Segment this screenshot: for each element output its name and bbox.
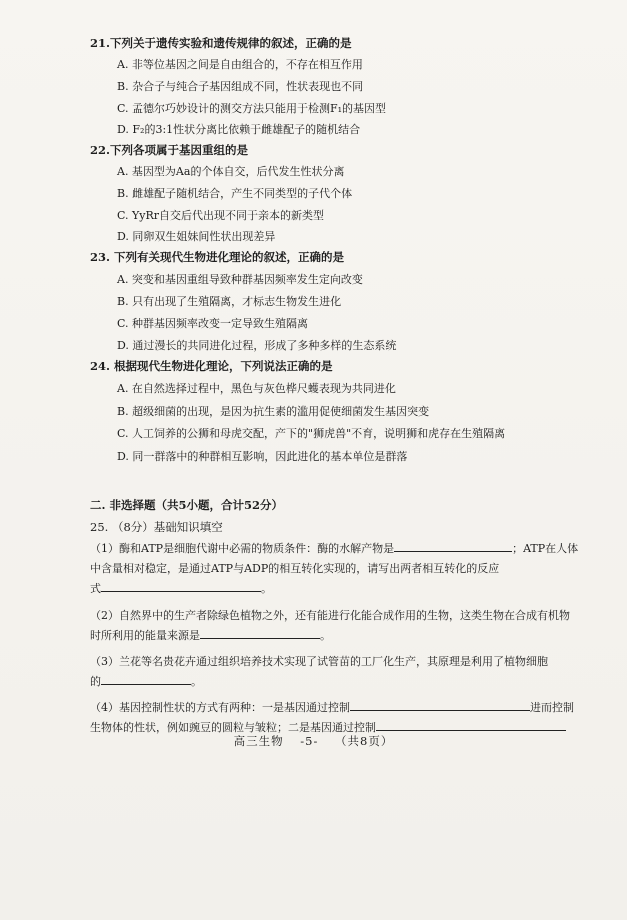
question-23-stem: 23. 下列有关现代生物进化理论的叙述，正确的是	[90, 250, 345, 264]
answer-blank[interactable]	[200, 626, 320, 639]
part-4-text-b: 进而控制	[530, 701, 574, 714]
part-1-text-d: 式	[90, 582, 101, 595]
question-22-option-d: D. 同卵双生姐妹间性状出现差异	[117, 230, 276, 243]
question-21-option-a: A. 非等位基因之间是自由组合的，不存在相互作用	[117, 58, 363, 71]
part-2-text-c: 。	[320, 629, 331, 642]
question-23-option-d: D. 通过漫长的共同进化过程，形成了多种多样的生态系统	[117, 339, 397, 352]
answer-blank[interactable]	[394, 539, 512, 552]
part-1-text-b: ；ATP在人体	[512, 542, 579, 555]
footer-total-pages: （共8页）	[335, 734, 394, 748]
footer-page-number: -5-	[300, 734, 319, 748]
question-25-part-3	[90, 652, 585, 692]
answer-blank[interactable]	[350, 698, 530, 711]
question-21-option-c: C. 孟德尔巧妙设计的测交方法只能用于检测F₁的基因型	[117, 102, 387, 115]
question-22-option-b: B. 雌雄配子随机结合，产生不同类型的子代个体	[117, 187, 353, 200]
question-24-option-a: A. 在自然选择过程中，黑色与灰色桦尺蠖表现为共同进化	[117, 382, 396, 395]
section-2-heading: 二. 非选择题（共5小题，合计52分）	[90, 498, 284, 512]
part-4-text-c: 生物体的性状，例如豌豆的圆粒与皱粒；二是基因通过控制	[90, 721, 376, 734]
part-4-text-a: （4）基因控制性状的方式有两种：一是基因通过控制	[90, 701, 350, 714]
question-21-option-d: D. F₂的3:1性状分离比依赖于雌雄配子的随机结合	[117, 123, 361, 136]
question-24-option-d: D. 同一群落中的种群相互影响，因此进化的基本单位是群落	[117, 450, 408, 463]
question-22-option-c: C. YyRr自交后代出现不同于亲本的新类型	[117, 209, 325, 222]
question-23-option-b: B. 只有出现了生殖隔离，才标志生物发生进化	[117, 295, 342, 308]
footer-subject: 高三生物	[233, 734, 284, 748]
question-23-option-a: A. 突变和基因重组导致种群基因频率发生定向改变	[117, 273, 363, 286]
question-24-stem: 24. 根据现代生物进化理论，下列说法正确的是	[90, 359, 333, 373]
answer-blank[interactable]	[101, 579, 261, 592]
question-24-option-c: C. 人工饲养的公狮和母虎交配，产下的"狮虎兽"不育，说明狮和虎存在生殖隔离	[117, 427, 506, 440]
part-3-text-a: （3）兰花等名贵花卉通过组织培养技术实现了试管苗的工厂化生产，其原理是利用了植物细胞	[90, 655, 548, 668]
part-1-text-a: （1）酶和ATP是细胞代谢中必需的物质条件：酶的水解产物是	[90, 542, 395, 555]
answer-blank[interactable]	[376, 718, 566, 731]
question-24-option-b: B. 超级细菌的出现，是因为抗生素的滥用促使细菌发生基因突变	[117, 405, 430, 418]
question-21-stem: 21.下列关于遗传实验和遗传规律的叙述，正确的是	[90, 36, 352, 50]
question-22-option-a: A. 基因型为Aa的个体自交，后代发生性状分离	[117, 165, 345, 178]
question-22-stem: 22.下列各项属于基因重组的是	[90, 143, 249, 157]
question-21-option-b: B. 杂合子与纯合子基因组成不同，性状表现也不同	[117, 80, 364, 93]
question-25-part-4	[90, 698, 585, 738]
part-3-text-c: 。	[191, 675, 202, 688]
question-25-part-1	[90, 539, 585, 599]
question-25-stem: 25. （8分）基础知识填空	[90, 520, 223, 534]
part-1-text-e: 。	[261, 582, 272, 595]
page-footer	[0, 733, 627, 749]
part-3-text-b: 的	[90, 675, 101, 688]
question-23-option-c: C. 种群基因频率改变一定导致生殖隔离	[117, 317, 309, 330]
answer-blank[interactable]	[101, 672, 191, 685]
question-25-part-2	[90, 606, 585, 646]
part-2-text-b: 时所利用的能量来源是	[90, 629, 200, 642]
part-2-text-a: （2）自然界中的生产者除绿色植物之外，还有能进行化能合成作用的生物，这类生物在合成有机物	[90, 609, 570, 622]
part-1-text-c: 中含量相对稳定，是通过ATP与ADP的相互转化实现的，请写出两者相互转化的反应	[90, 562, 500, 575]
